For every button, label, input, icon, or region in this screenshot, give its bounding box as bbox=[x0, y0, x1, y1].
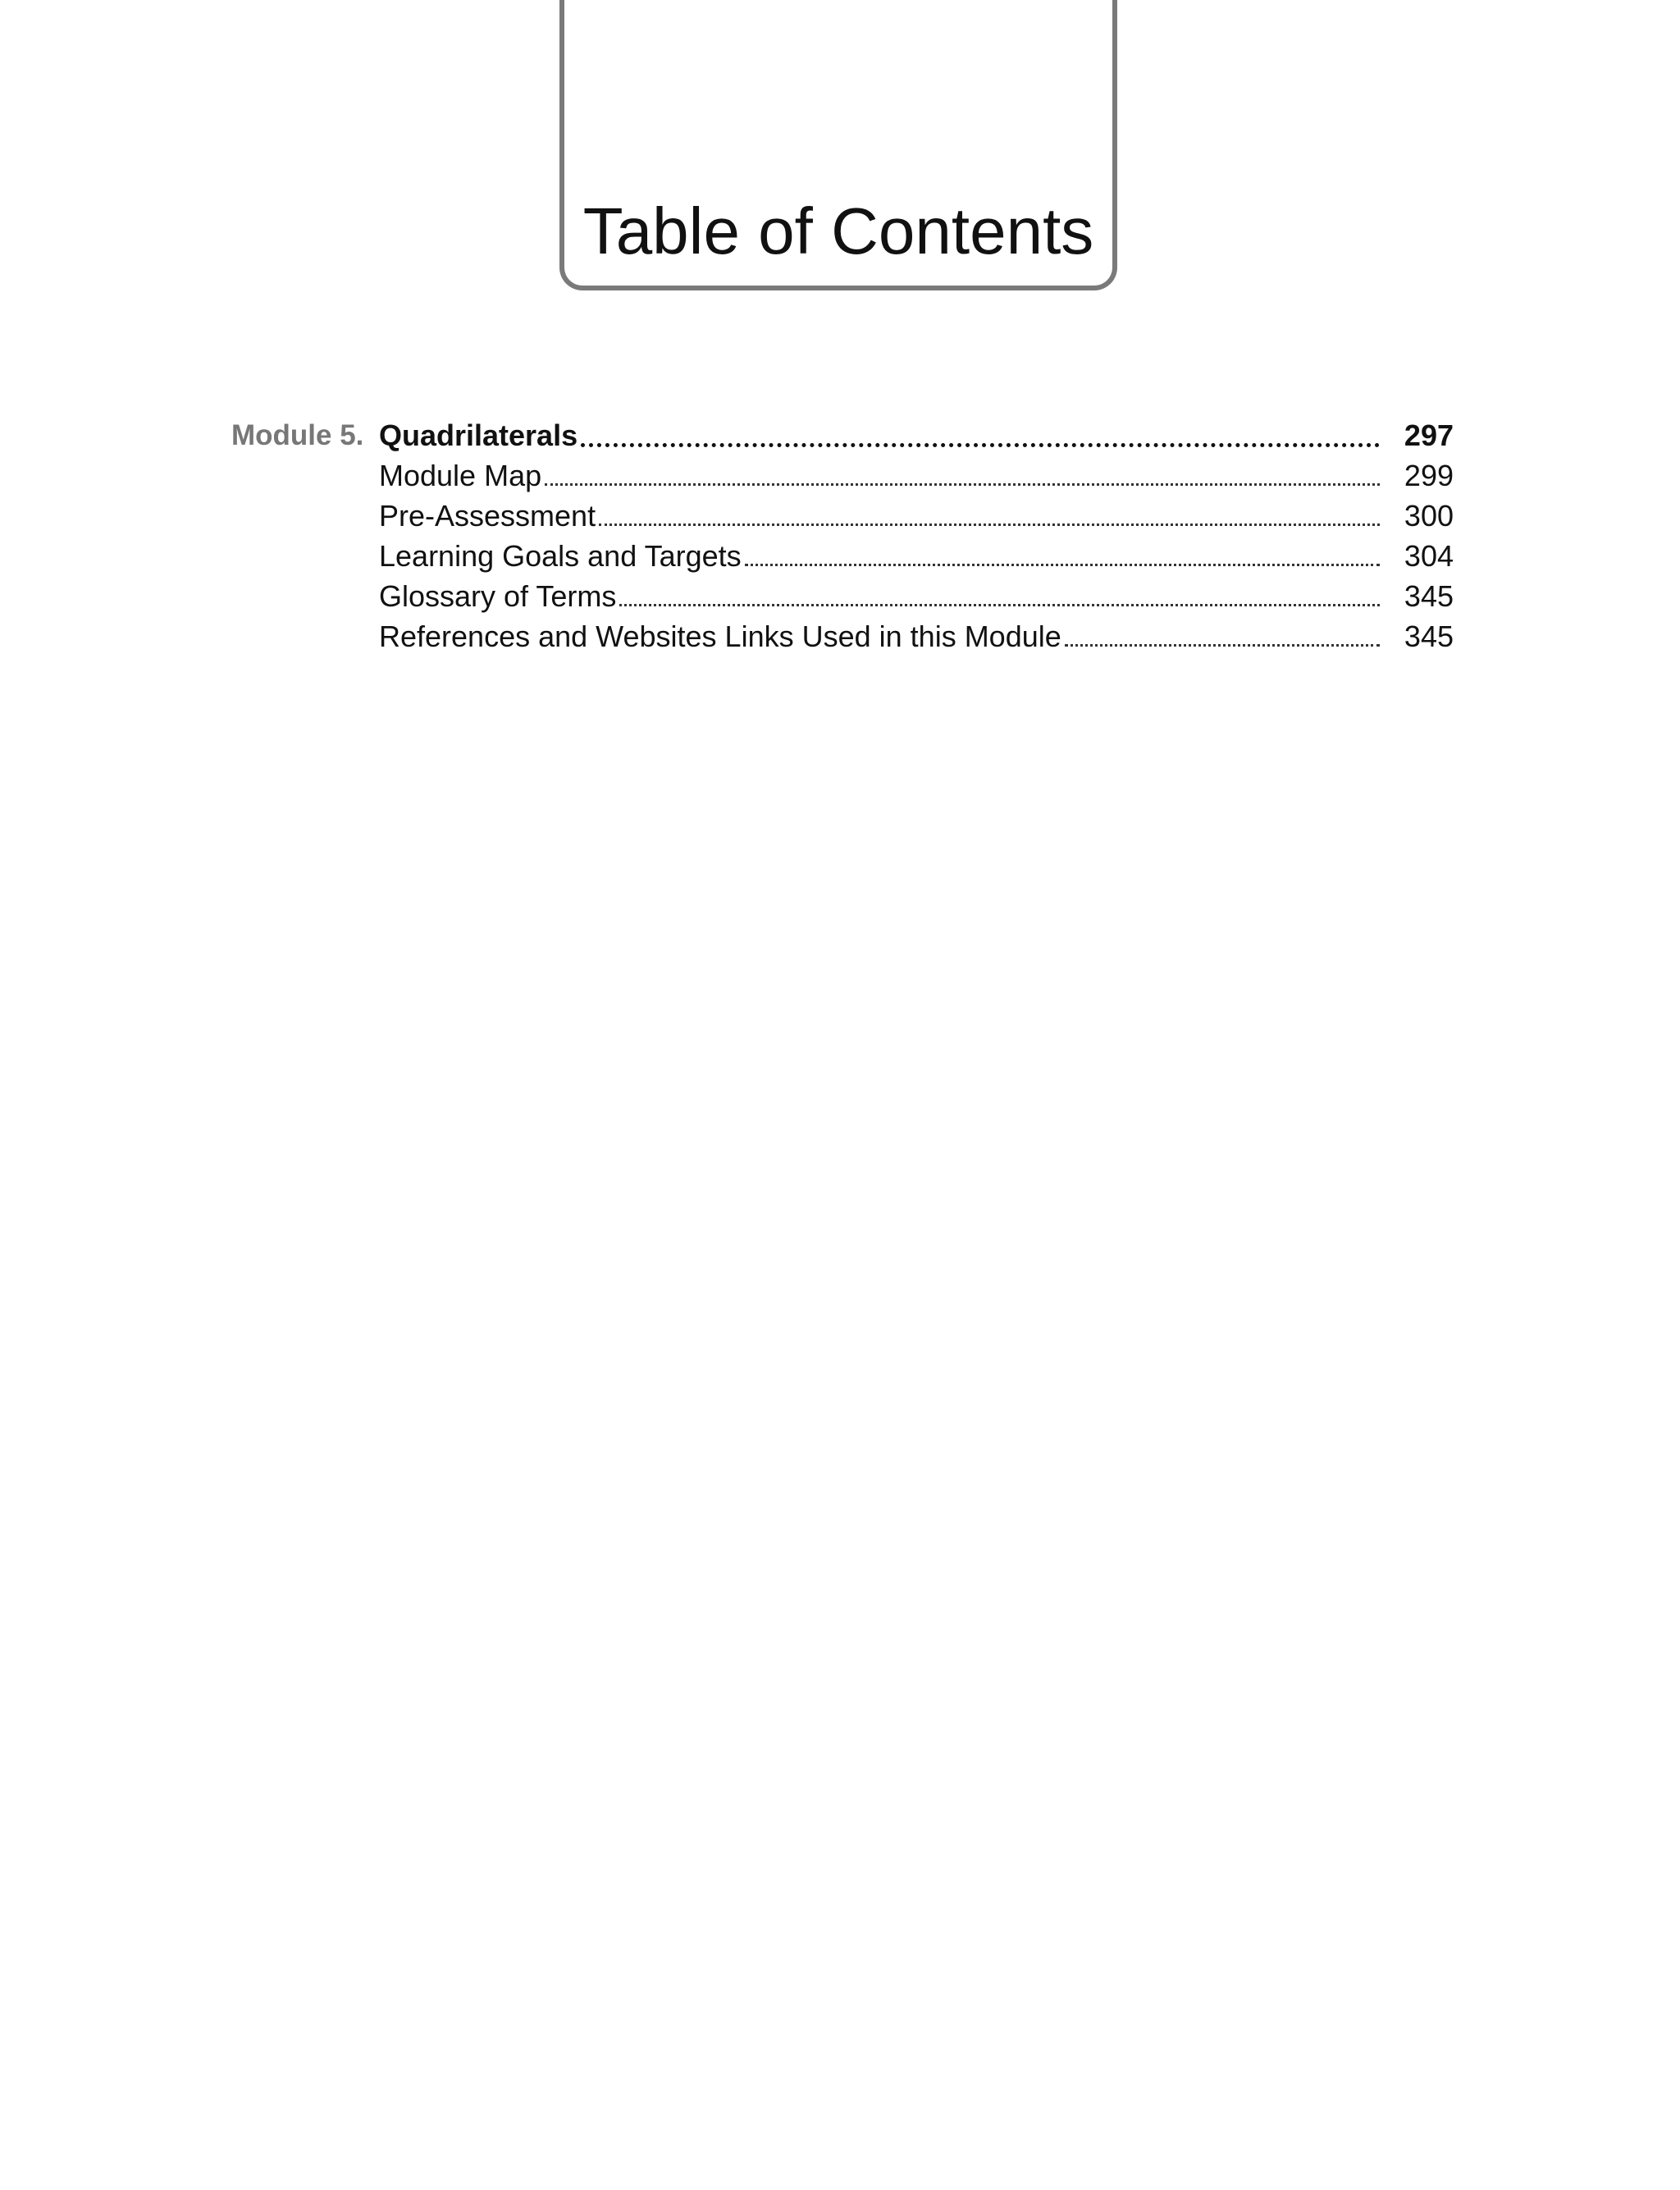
toc-entry-label: Pre-Assessment bbox=[379, 499, 596, 533]
toc-entry-page: 345 bbox=[1404, 579, 1454, 613]
toc-entry-page: 304 bbox=[1404, 539, 1454, 573]
module-number: Module 5. bbox=[231, 419, 364, 451]
toc-entry-page: 297 bbox=[1404, 418, 1454, 452]
dot-leader bbox=[745, 536, 1380, 576]
toc-entry-references[interactable] bbox=[379, 616, 1454, 656]
toc-entry-page: 300 bbox=[1404, 499, 1454, 533]
dot-leader bbox=[581, 415, 1380, 455]
toc-entry-label: Learning Goals and Targets bbox=[379, 539, 742, 573]
title-tab bbox=[559, 0, 1117, 290]
toc-entry-label: Quadrilaterals bbox=[379, 418, 578, 452]
dot-leader bbox=[1065, 616, 1380, 656]
dot-leader bbox=[599, 496, 1380, 536]
page-title: Table of Contents bbox=[582, 194, 1094, 267]
toc-entry-label: Glossary of Terms bbox=[379, 579, 617, 613]
toc-entry-label: References and Websites Links Used in this Module bbox=[379, 620, 1061, 653]
toc-entry-module-title[interactable] bbox=[379, 415, 1454, 455]
toc-entry-glossary[interactable] bbox=[379, 576, 1454, 616]
toc-entry-page: 345 bbox=[1404, 620, 1454, 653]
toc-entry-page: 299 bbox=[1404, 459, 1454, 492]
dot-leader bbox=[545, 455, 1380, 496]
dot-leader bbox=[619, 576, 1380, 616]
toc-entry-module-map[interactable] bbox=[379, 455, 1454, 496]
toc-entry-label: Module Map bbox=[379, 459, 542, 492]
toc-entry-pre-assessment[interactable] bbox=[379, 496, 1454, 536]
toc-entry-learning-goals[interactable] bbox=[379, 536, 1454, 576]
